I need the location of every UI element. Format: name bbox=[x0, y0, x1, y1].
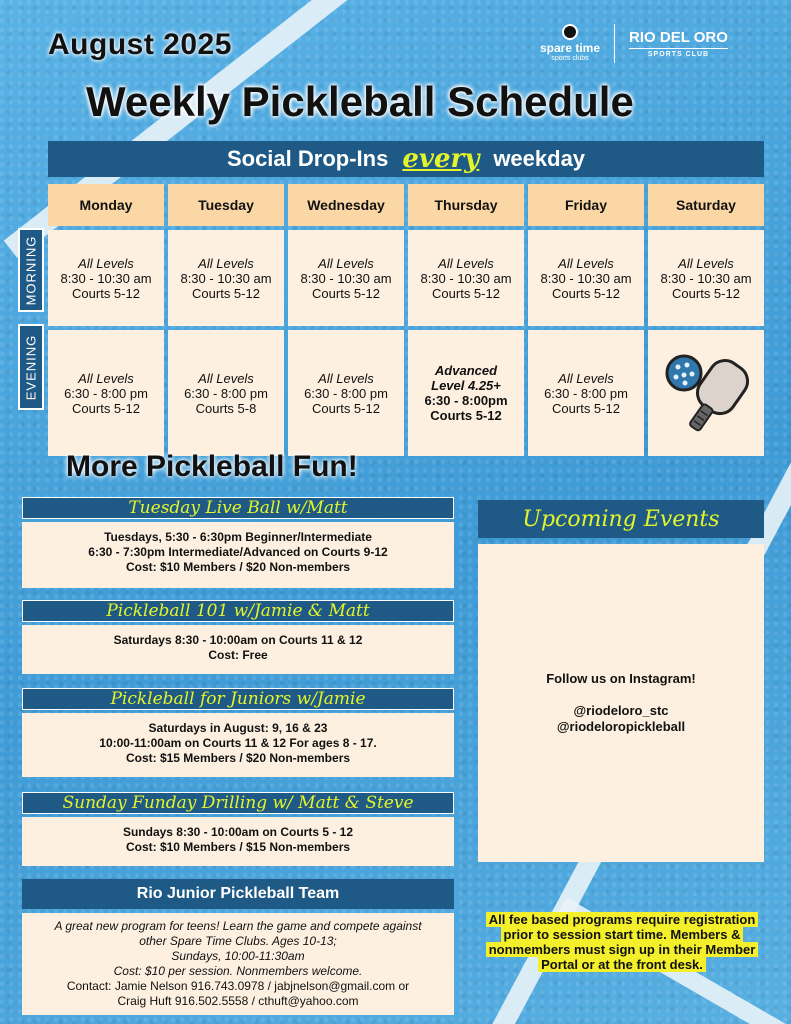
ball-icon bbox=[562, 24, 578, 40]
program-tuesday-live-ball bbox=[22, 497, 454, 588]
team-line: Sundays, 10:00-11:30am bbox=[171, 949, 305, 963]
spare-time-name: spare time bbox=[540, 41, 601, 55]
junior-team-details bbox=[22, 913, 454, 1015]
team-line: other Spare Time Clubs. Ages 10-13; bbox=[139, 934, 337, 948]
day-header: Saturday bbox=[648, 184, 764, 226]
cell-level: All Levels bbox=[438, 255, 494, 271]
cell-time: 8:30 - 10:30 am bbox=[420, 270, 512, 286]
cell-level: All Levels bbox=[558, 255, 614, 271]
schedule-cell bbox=[648, 230, 764, 326]
upcoming-events-title: Upcoming Events bbox=[478, 500, 764, 538]
spare-time-logo bbox=[540, 24, 615, 63]
schedule-cell bbox=[408, 230, 524, 326]
cell-time: 8:30 - 10:30 am bbox=[60, 270, 152, 286]
cell-courts: Courts 5-12 bbox=[312, 285, 380, 301]
cell-level: All Levels bbox=[558, 370, 614, 386]
day-header: Friday bbox=[528, 184, 644, 226]
day-header: Thursday bbox=[408, 184, 524, 226]
cell-time: 6:30 - 8:00 pm bbox=[544, 385, 628, 401]
month-title: August 2025 bbox=[48, 28, 232, 61]
morning-row bbox=[48, 230, 764, 326]
program-line: Saturdays 8:30 - 10:00am on Courts 11 & 12 bbox=[113, 633, 363, 647]
evening-label: EVENING bbox=[18, 324, 44, 410]
schedule-cell bbox=[288, 330, 404, 456]
day-header: Wednesday bbox=[288, 184, 404, 226]
junior-team-title: Rio Junior Pickleball Team bbox=[22, 879, 454, 909]
program-line: Saturdays in August: 9, 16 & 23 bbox=[148, 721, 328, 735]
cell-time: 6:30 - 8:00pm bbox=[424, 393, 508, 408]
banner-text-before: Social Drop-Ins bbox=[226, 146, 389, 171]
rio-del-oro-logo bbox=[615, 29, 728, 58]
cell-courts: Courts 5-12 bbox=[72, 400, 140, 416]
program-juniors bbox=[22, 688, 454, 777]
cell-courts: Courts 5-12 bbox=[72, 285, 140, 301]
schedule-cell bbox=[168, 230, 284, 326]
more-fun-title: More Pickleball Fun! bbox=[66, 450, 358, 483]
day-header: Monday bbox=[48, 184, 164, 226]
cell-level: All Levels bbox=[78, 255, 134, 271]
instagram-prompt: Follow us on Instagram! bbox=[546, 671, 696, 686]
cell-time: 6:30 - 8:00 pm bbox=[184, 385, 268, 401]
schedule-cell bbox=[288, 230, 404, 326]
program-details bbox=[22, 625, 454, 674]
cell-time: 8:30 - 10:30 am bbox=[540, 270, 632, 286]
program-line: 6:30 - 7:30pm Intermediate/Advanced on Courts 9-12 bbox=[88, 545, 388, 559]
club-logos bbox=[540, 24, 728, 63]
schedule-cell bbox=[528, 330, 644, 456]
banner-text-after: weekday bbox=[493, 146, 586, 171]
cell-courts: Courts 5-12 bbox=[312, 400, 380, 416]
cell-time: 6:30 - 8:00 pm bbox=[64, 385, 148, 401]
cell-time: 6:30 - 8:00 pm bbox=[304, 385, 388, 401]
program-title: Pickleball 101 w/Jamie & Matt bbox=[22, 600, 454, 622]
instagram-handle[interactable]: @riodeloropickleball bbox=[556, 719, 686, 734]
cell-level: Advanced bbox=[434, 363, 498, 378]
junior-team-section bbox=[22, 879, 454, 1015]
program-line: Cost: Free bbox=[208, 648, 268, 662]
cell-courts: Courts 5-12 bbox=[192, 285, 260, 301]
cell-courts: Courts 5-12 bbox=[672, 285, 740, 301]
cell-level: All Levels bbox=[198, 370, 254, 386]
registration-notice: All fee based programs require registration prior to session start time. Members & nonmembers must sign up in their Member Portal or at the front desk. bbox=[480, 912, 764, 972]
cell-courts: Courts 5-12 bbox=[552, 400, 620, 416]
program-line: Tuesdays, 5:30 - 6:30pm Beginner/Intermediate bbox=[104, 530, 372, 544]
social-dropins-banner bbox=[48, 141, 764, 177]
banner-text-every: every bbox=[402, 144, 480, 174]
cell-level: All Levels bbox=[198, 255, 254, 271]
program-title: Pickleball for Juniors w/Jamie bbox=[22, 688, 454, 710]
program-details bbox=[22, 713, 454, 777]
cell-time: 8:30 - 10:30 am bbox=[300, 270, 392, 286]
pickleball-paddle-icon bbox=[648, 330, 764, 456]
program-line: 10:00-11:00am on Courts 11 & 12 For ages 8 - 17. bbox=[99, 736, 377, 750]
schedule-cell-saturday-evening bbox=[648, 330, 764, 456]
rio-del-oro-name: RIO DEL ORO bbox=[629, 29, 728, 49]
team-contact-line: Contact: Jamie Nelson 916.743.0978 / jabjnelson@gmail.com or bbox=[66, 979, 410, 993]
day-header-row bbox=[48, 184, 764, 226]
team-line: Cost: $10 per session. Nonmembers welcome. bbox=[113, 964, 363, 978]
schedule-cell bbox=[48, 230, 164, 326]
cell-time: 8:30 - 10:30 am bbox=[180, 270, 272, 286]
team-line: A great new program for teens! Learn the game and compete against bbox=[54, 919, 422, 933]
cell-courts: Courts 5-8 bbox=[195, 400, 257, 416]
program-sunday-funday bbox=[22, 792, 454, 866]
morning-label: MORNING bbox=[18, 228, 44, 312]
weekly-schedule-grid bbox=[48, 184, 764, 456]
cell-courts: Courts 5-12 bbox=[552, 285, 620, 301]
instagram-handle[interactable]: @riodeloro_stc bbox=[573, 703, 669, 718]
cell-courts: Courts 5-12 bbox=[432, 285, 500, 301]
program-details bbox=[22, 522, 454, 588]
program-line: Cost: $15 Members / $20 Non-members bbox=[125, 751, 351, 765]
day-header: Tuesday bbox=[168, 184, 284, 226]
program-title: Tuesday Live Ball w/Matt bbox=[22, 497, 454, 519]
schedule-cell bbox=[168, 330, 284, 456]
program-line: Cost: $10 Members / $15 Non-members bbox=[125, 840, 351, 854]
program-pickleball-101 bbox=[22, 600, 454, 674]
upcoming-events-body bbox=[478, 544, 764, 862]
cell-level: All Levels bbox=[78, 370, 134, 386]
program-line: Sundays 8:30 - 10:00am on Courts 5 - 12 bbox=[122, 825, 354, 839]
cell-level: All Levels bbox=[318, 255, 374, 271]
upcoming-events-panel bbox=[478, 500, 764, 862]
cell-level: Level 4.25+ bbox=[431, 378, 501, 393]
evening-row bbox=[48, 330, 764, 456]
spare-time-sub: sports clubs bbox=[551, 55, 589, 62]
schedule-cell bbox=[528, 230, 644, 326]
cell-time: 8:30 - 10:30 am bbox=[660, 270, 752, 286]
schedule-cell bbox=[48, 330, 164, 456]
program-title: Sunday Funday Drilling w/ Matt & Steve bbox=[22, 792, 454, 814]
program-line: Cost: $10 Members / $20 Non-members bbox=[125, 560, 351, 574]
cell-level: All Levels bbox=[678, 255, 734, 271]
team-contact-line: Craig Huft 916.502.5558 / cthuft@yahoo.com bbox=[117, 994, 359, 1008]
rio-del-oro-sub: SPORTS CLUB bbox=[647, 51, 710, 58]
cell-level: All Levels bbox=[318, 370, 374, 386]
schedule-cell-advanced bbox=[408, 330, 524, 456]
cell-courts: Courts 5-12 bbox=[430, 408, 502, 423]
program-details bbox=[22, 817, 454, 866]
page-title: Weekly Pickleball Schedule bbox=[86, 78, 634, 125]
